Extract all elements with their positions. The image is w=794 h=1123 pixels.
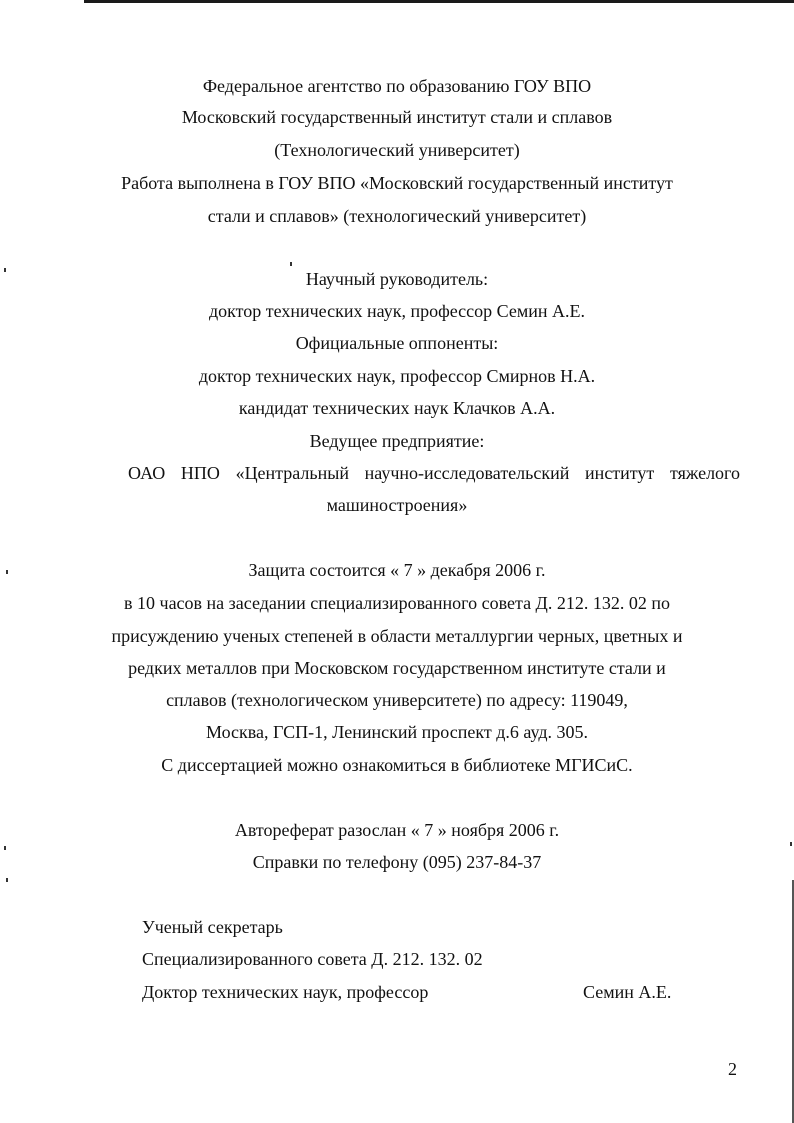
university-line: (Технологический университет) <box>274 140 520 160</box>
leading-org-word: «Центральный <box>235 463 349 483</box>
scan-speck <box>4 846 6 850</box>
supervisor-heading: Научный руководитель: <box>305 269 489 289</box>
scan-edge-top <box>84 0 794 3</box>
secretary-title: Ученый секретарь <box>142 917 283 937</box>
abstract-sent-date: Автореферат разослан « 7 » ноября 2006 г. <box>234 820 560 840</box>
phone-info: Справки по телефону (095) 237-84-37 <box>252 852 542 872</box>
scan-speck <box>790 842 792 846</box>
defense-line-5: Москва, ГСП-1, Ленинский проспект д.6 ауд. 305. <box>206 722 588 742</box>
scan-speck <box>6 878 8 882</box>
work-performed-line-2: стали и сплавов» (технологический университет) <box>207 206 587 226</box>
scan-speck <box>290 262 292 266</box>
opponent-2: кандидат технических наук Клачков А.А. <box>238 398 556 418</box>
page-number: 2 <box>728 1059 737 1079</box>
secretary-degree: Доктор технических наук, профессор <box>142 982 429 1002</box>
defense-line-1: в 10 часов на заседании специализированного совета Д. 212. 132. 02 по <box>124 593 670 613</box>
leading-org-word: институт <box>585 463 655 483</box>
opponent-1: доктор технических наук, профессор Смирнов Н.А. <box>198 366 596 386</box>
library-note: С диссертацией можно ознакомиться в библиотеке МГИСиС. <box>161 755 633 775</box>
institute-line: Московский государственный институт стали и сплавов <box>181 107 613 127</box>
work-performed-line-1: Работа выполнена в ГОУ ВПО «Московский государственный институт <box>121 173 673 193</box>
defense-line-3: редких металлов при Московском государственном институте стали и <box>128 658 666 678</box>
supervisor-name: доктор технических наук, профессор Семин А.Е. <box>208 301 586 321</box>
leading-org-word: НПО <box>180 463 220 483</box>
secretary-name: Семин А.Е. <box>583 982 672 1002</box>
defense-line-2: присуждению ученых степеней в области металлургии черных, цветных и <box>111 626 683 646</box>
leading-org-heading: Ведущее предприятие: <box>309 431 485 451</box>
leading-org-word: научно-исследовательский <box>364 463 570 483</box>
leading-org-line-2: машиностроения» <box>326 495 468 515</box>
agency-line: Федеральное агентство по образованию ГОУ ВПО <box>202 76 592 96</box>
secretary-council: Специализированного совета Д. 212. 132. 02 <box>142 949 483 969</box>
leading-org-word: ОАО <box>128 463 166 483</box>
leading-org-line-1 <box>128 462 740 484</box>
opponents-heading: Официальные оппоненты: <box>295 333 499 353</box>
defense-line-4: сплавов (технологическом университете) по адресу: 119049, <box>166 690 628 710</box>
defense-date: Защита состоится « 7 » декабря 2006 г. <box>248 560 546 580</box>
leading-org-word: тяжелого <box>669 463 740 483</box>
